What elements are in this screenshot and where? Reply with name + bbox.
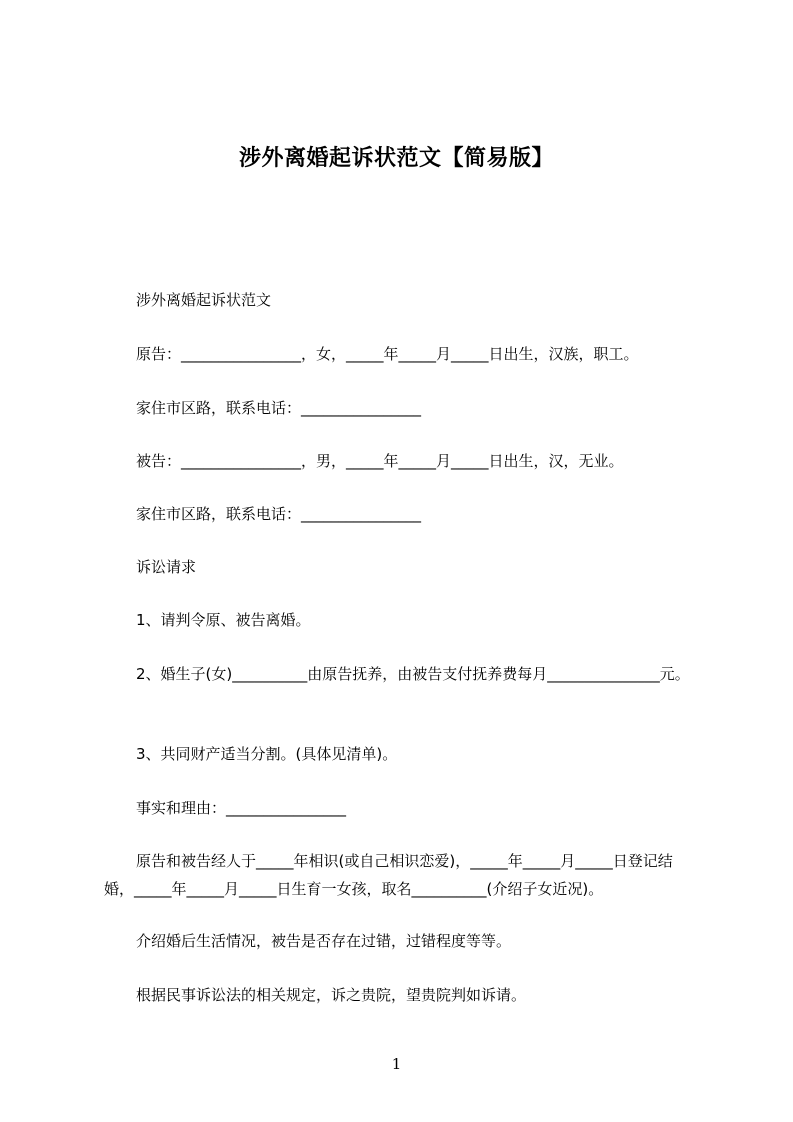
paragraph-conclusion: 根据民事诉讼法的相关规定，诉之贵院，望贵院判如诉请。 <box>136 986 527 1004</box>
paragraph-claims-heading: 诉讼请求 <box>136 558 197 576</box>
paragraph-claim-1: 1、请判令原、被告离婚。 <box>136 611 311 629</box>
paragraph-heading: 涉外离婚起诉状范文 <box>136 291 272 309</box>
paragraph-defendant: 被告：________________，男，_____年_____月_____日出生，汉，无业。 <box>136 452 624 470</box>
paragraph-plaintiff-address: 家住市区路，联系电话：________________ <box>136 399 422 417</box>
document-title: 涉外离婚起诉状范文【简易版】 <box>238 146 554 171</box>
paragraph-marriage-life: 介绍婚后生活情况，被告是否存在过错，过错程度等等。 <box>136 932 512 950</box>
paragraph-claim-3: 3、共同财产适当分割。(具体见清单)。 <box>136 745 398 763</box>
paragraph-defendant-address: 家住市区路，联系电话：________________ <box>136 505 422 523</box>
page-number: 1 <box>391 1055 402 1073</box>
paragraph-facts-heading: 事实和理由：________________ <box>136 799 347 817</box>
paragraph-plaintiff: 原告：________________，女，_____年_____月_____日出生，汉族，职工。 <box>136 345 639 363</box>
paragraph-claim-2: 2、婚生子(女)__________由原告抚养，由被告支付抚养费每月_______________元。 <box>136 665 690 683</box>
paragraph-facts-body: 原告和被告经人于_____年相识(或自己相识恋爱)，_____年_____月_____日登记结婚，_____年_____月_____日生育一女孩，取名__________(介绍子女近况)。 <box>104 852 673 898</box>
